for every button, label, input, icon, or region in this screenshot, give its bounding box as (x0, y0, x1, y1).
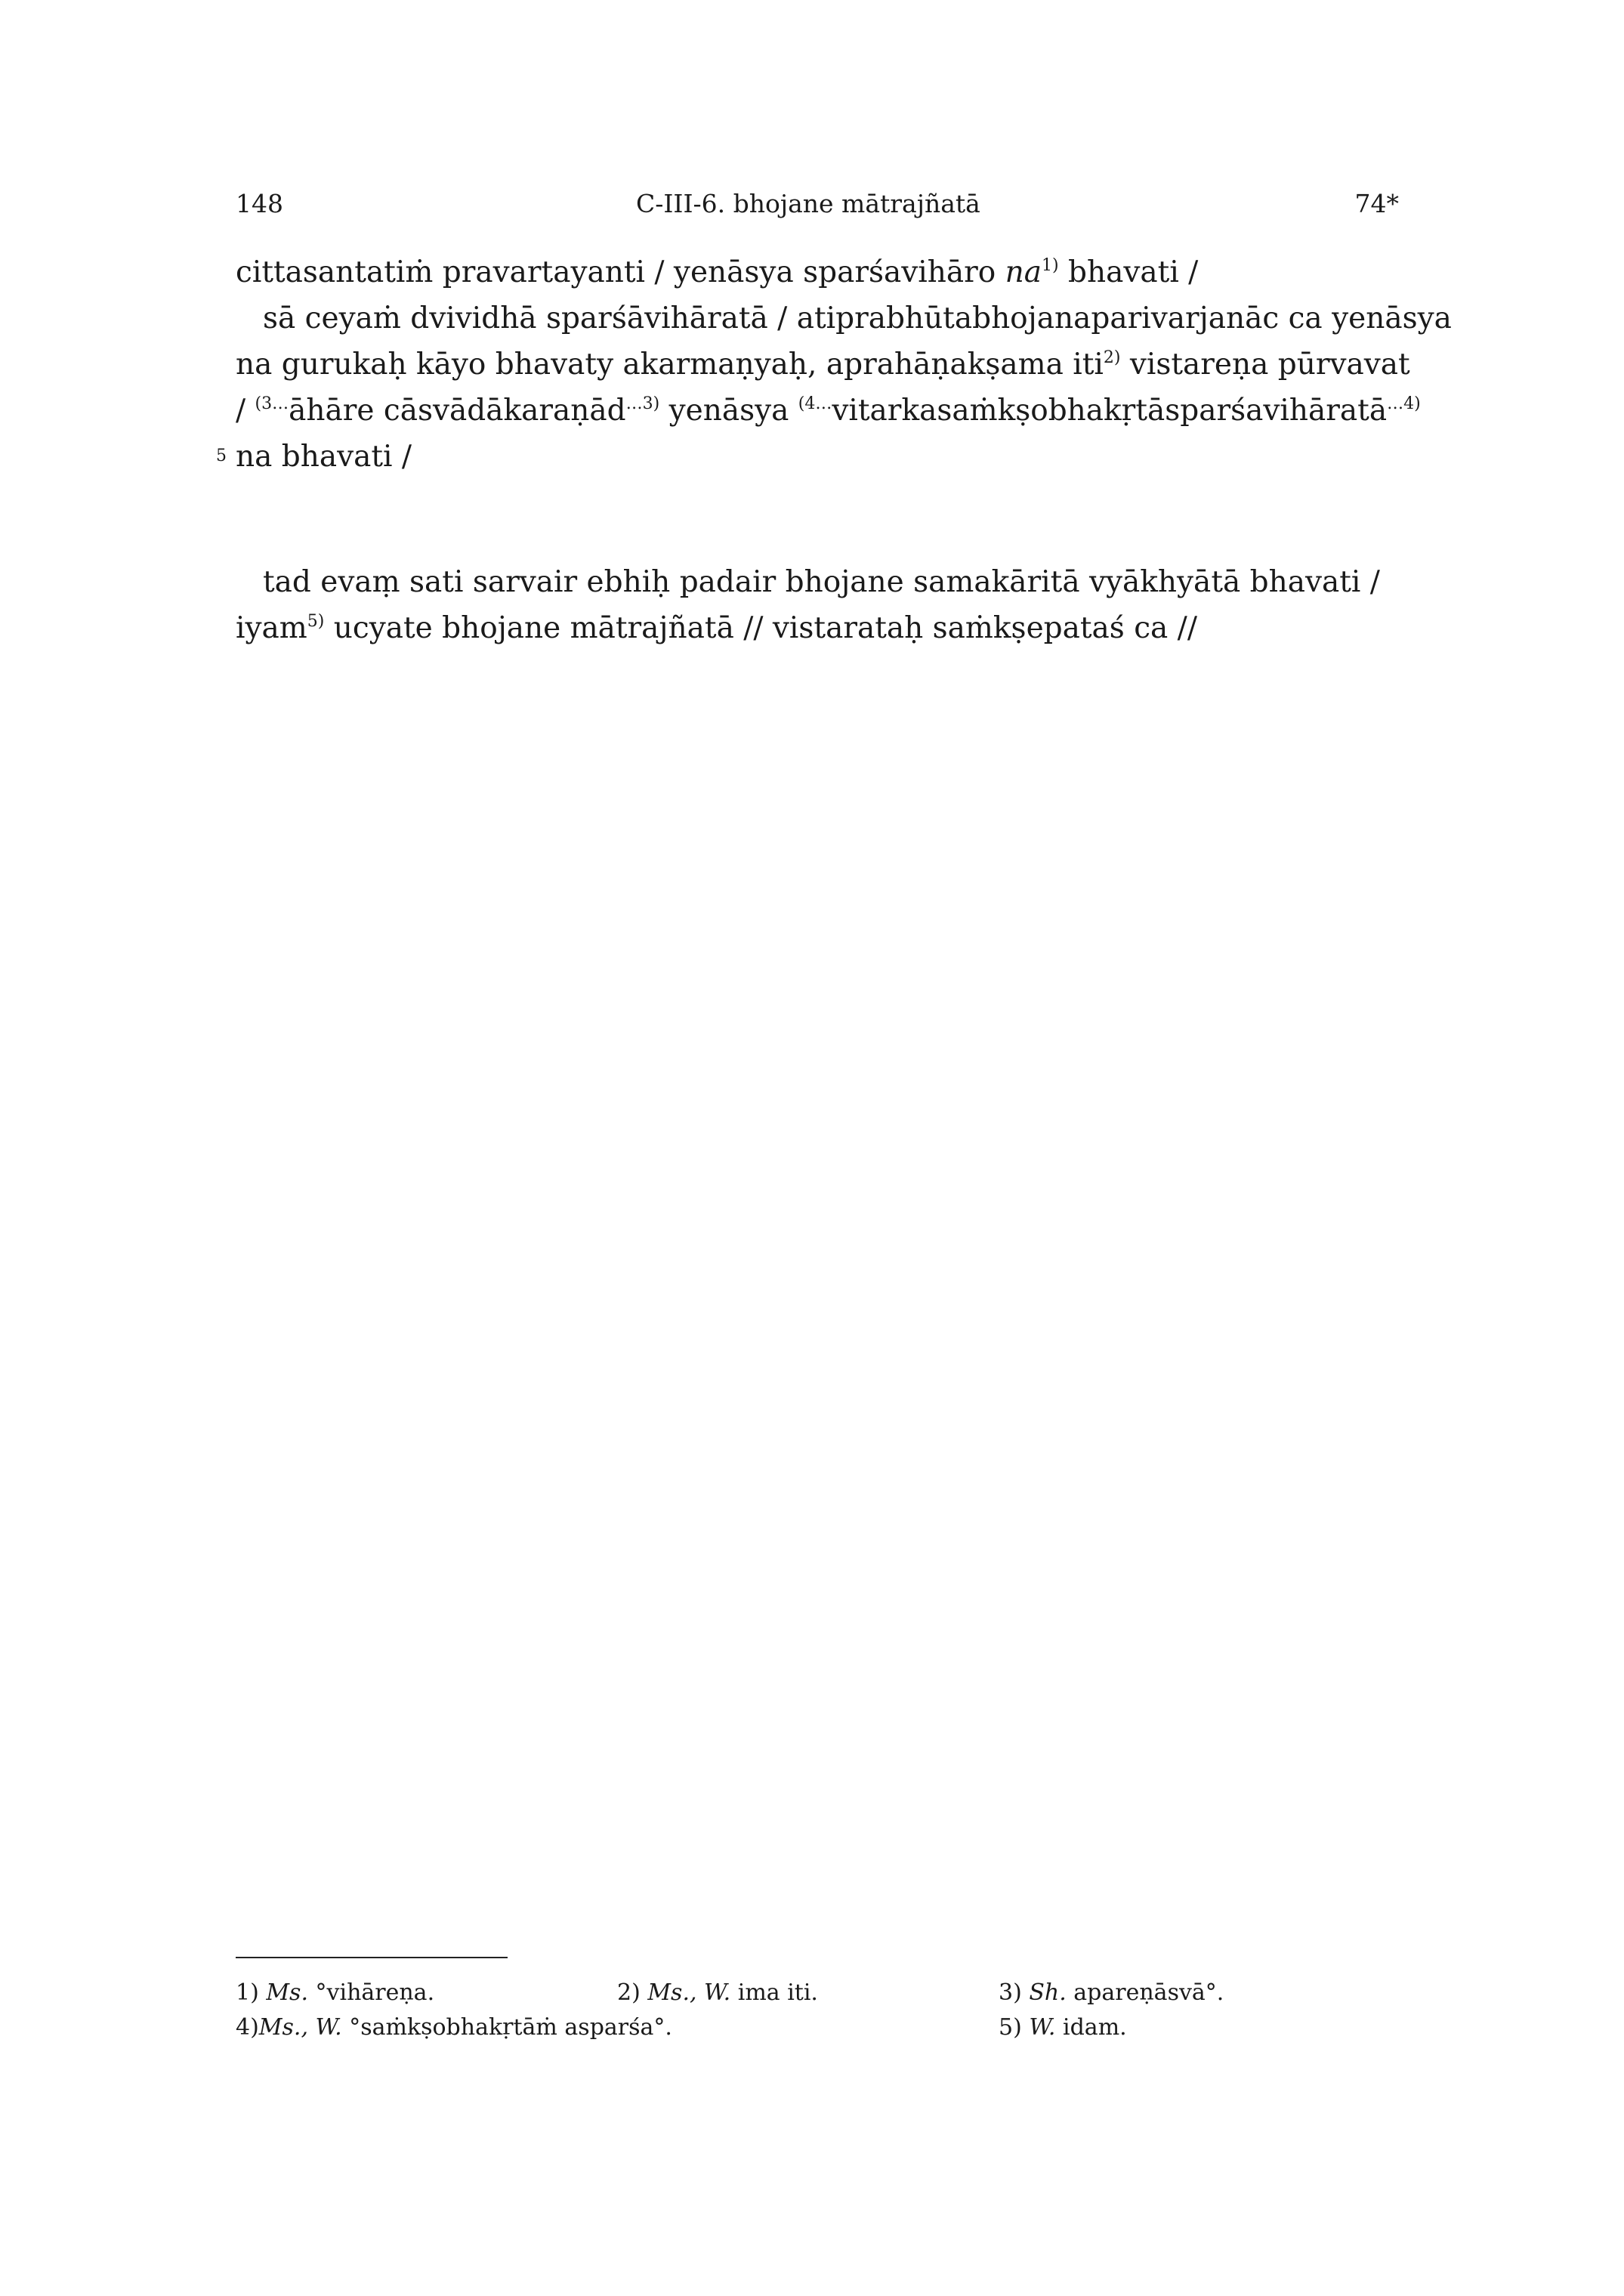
page-number: 148 (236, 189, 283, 218)
footnote-2: 2) Ms., W. ima iti. (617, 1979, 818, 2006)
line-number-marker: 5 (216, 447, 227, 465)
footnote-5: 5) W. idam. (999, 2014, 1127, 2041)
paragraph-1-line-5: na bhavati / (236, 440, 412, 474)
paragraph-2-line-1: tad evaṃ sati sarvair ebhiḥ padair bhojane samakāritā vyākhyātā bhavati / (263, 565, 1380, 599)
footnote-1: 1) Ms. °vihāreṇa. (236, 1979, 435, 2006)
footnote-3: 3) Sh. apareṇāsvā°. (999, 1979, 1224, 2006)
folio-number: 74* (1354, 189, 1399, 218)
footnote-separator (236, 1957, 508, 1958)
paragraph-1-line-3: na gurukaḥ kāyo bhavaty akarmaṇyaḥ, aprahāṇakṣama iti$^{2)}$ vistareṇa pūrvavat (236, 348, 1410, 382)
section-title: C-III-6. bhojane mātrajñatā (636, 189, 980, 218)
footnote-4: 4)Ms., W. °saṁkṣobhakṛtāṁ asparśa°. (236, 2014, 672, 2041)
paragraph-1-line-2: sā ceyaṁ dvividhā sparśāvihāratā / atiprabhūtabhojanaparivarjanāc ca yenāsya (263, 301, 1452, 335)
running-head (236, 189, 1399, 227)
paragraph-1-line-1: cittasantatiṁ pravartayanti / yenāsya sparśavihāro $na^{1)}$ bhavati / (236, 255, 1199, 289)
paragraph-2-line-2: iyam$^{5)}$ ucyate bhojane mātrajñatā // vistarataḥ saṁkṣepataś ca // (236, 611, 1197, 645)
paragraph-1-line-4: / $^{(3\dots}$āhāre cāsvādākaraṇād$^{\dots 3)}$ yenāsya $^{(4\dots}$vitarkasaṁkṣobhakṛtāsparśavihāratā$^{\dots 4)}$ (236, 394, 1421, 428)
